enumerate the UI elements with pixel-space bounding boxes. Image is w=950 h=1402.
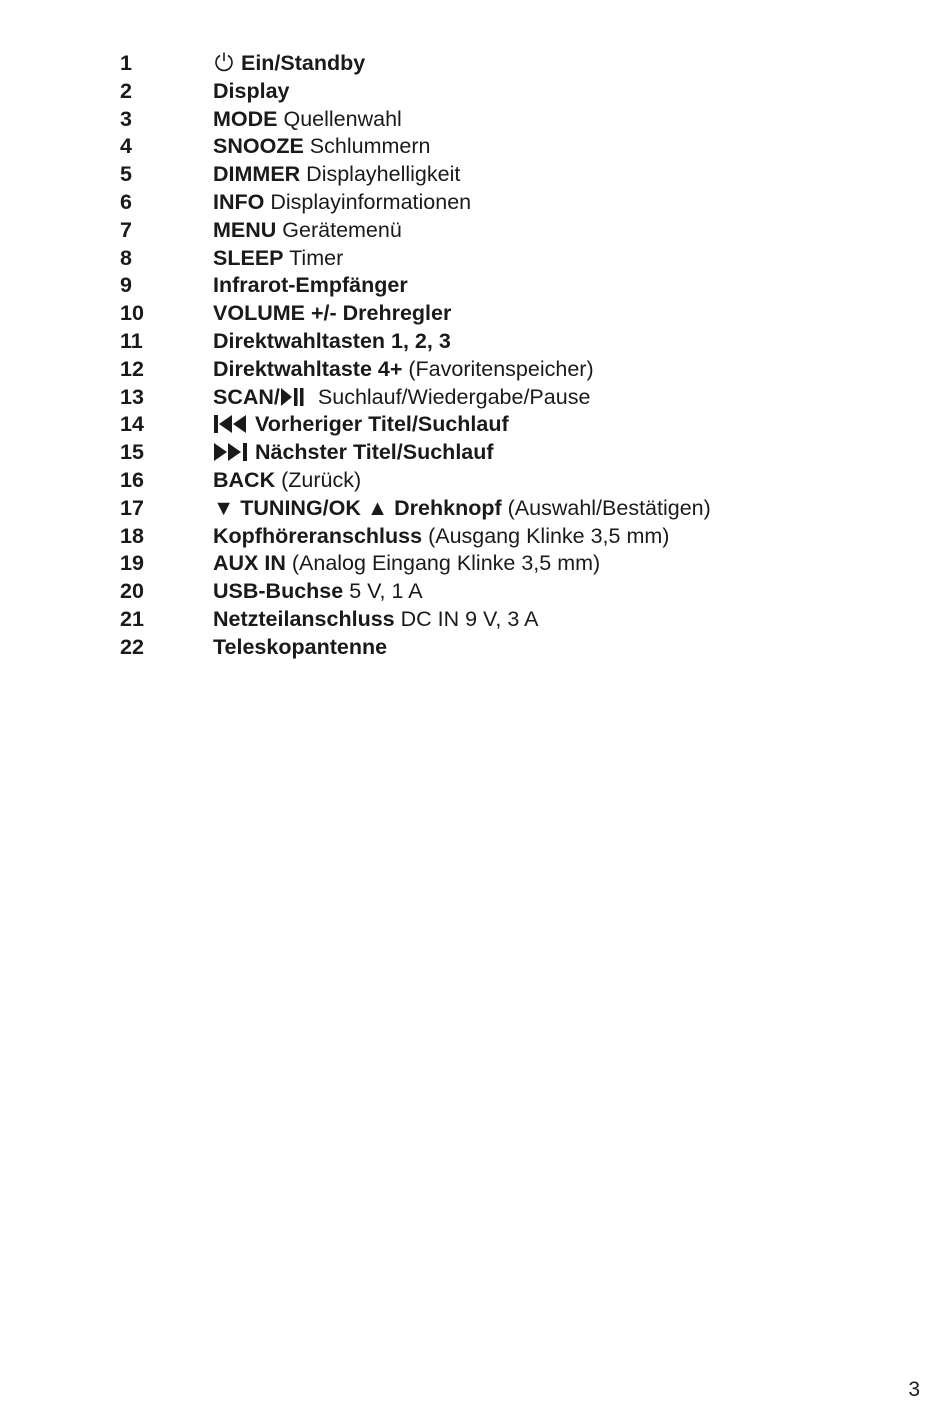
item-description: Suchlauf/Wiedergabe/Pause [317, 384, 591, 409]
page-number: 3 [908, 1378, 920, 1401]
item-description: (Auswahl/Bestätigen) [507, 495, 711, 520]
item-description: (Analog Eingang Klinke 3,5 mm) [291, 551, 601, 576]
item-number: 17 [120, 495, 144, 520]
power-icon [213, 51, 235, 73]
item-label: BACK [213, 468, 276, 492]
item-number: 10 [120, 301, 144, 326]
play-pause-icon [280, 387, 306, 407]
item-number: 20 [120, 579, 144, 604]
item-description: Schlummern [309, 134, 431, 159]
item-number: 6 [120, 190, 132, 214]
item-number: 19 [120, 551, 144, 576]
item-number: 2 [120, 78, 132, 103]
item-label: Direktwahltaste 4+ [213, 356, 403, 381]
item-label: VOLUME +/- Drehregler [213, 301, 452, 326]
item-number: 11 [120, 329, 143, 353]
item-description: Gerätemenü [282, 217, 402, 242]
item-number: 12 [120, 356, 144, 381]
item-label-secondary: ▲ Drehknopf [366, 495, 502, 520]
item-label: Ein/Standby [240, 51, 366, 75]
item-number: 13 [120, 384, 144, 409]
item-label: Netzteilanschluss [213, 607, 395, 631]
item-label: SLEEP [213, 245, 284, 270]
item-number: 4 [120, 134, 132, 159]
item-label: AUX IN [213, 551, 286, 576]
skip-next-icon [213, 442, 249, 462]
item-description: Quellenwahl [283, 106, 402, 131]
item-number: 16 [120, 468, 144, 492]
item-label: SNOOZE [213, 134, 304, 159]
item-label: USB-Buchse [213, 579, 344, 604]
skip-previous-icon [213, 414, 249, 434]
item-number: 5 [120, 162, 132, 187]
item-number: 22 [120, 634, 144, 659]
item-label: Nächster Titel/Suchlauf [254, 440, 494, 465]
item-description: (Ausgang Klinke 3,5 mm) [428, 523, 670, 548]
item-number: 1 [120, 51, 132, 75]
item-label: MENU [213, 217, 277, 242]
item-description: Displayinformationen [270, 190, 472, 214]
item-description: 5 V, 1 A [349, 579, 423, 604]
item-number: 18 [120, 523, 144, 548]
item-label: Display [213, 78, 290, 103]
item-label: INFO [213, 190, 265, 214]
item-description: Displayhelligkeit [306, 162, 461, 187]
item-label: Direktwahltasten 1, 2, 3 [213, 329, 451, 353]
item-label: Infrarot-Empfänger [213, 273, 408, 298]
item-description: (Favoritenspeicher) [408, 356, 594, 381]
item-description: DC IN 9 V, 3 A [400, 607, 539, 631]
item-number: 9 [120, 273, 132, 298]
item-number: 14 [120, 412, 144, 437]
item-number: 3 [120, 106, 132, 131]
item-number: 15 [120, 440, 144, 465]
item-label: Teleskopantenne [213, 634, 388, 659]
item-label: Vorheriger Titel/Suchlauf [254, 412, 509, 437]
item-label: ▼ TUNING/OK [213, 495, 361, 520]
item-label: DIMMER [213, 162, 301, 187]
item-label: SCAN/ [213, 384, 280, 409]
item-number: 21 [120, 607, 144, 631]
item-description: (Zurück) [281, 468, 362, 492]
item-label: Kopfhöreranschluss [213, 523, 423, 548]
item-label: MODE [213, 106, 278, 131]
item-number: 8 [120, 245, 132, 270]
item-description: Timer [289, 245, 344, 270]
item-number: 7 [120, 217, 132, 242]
